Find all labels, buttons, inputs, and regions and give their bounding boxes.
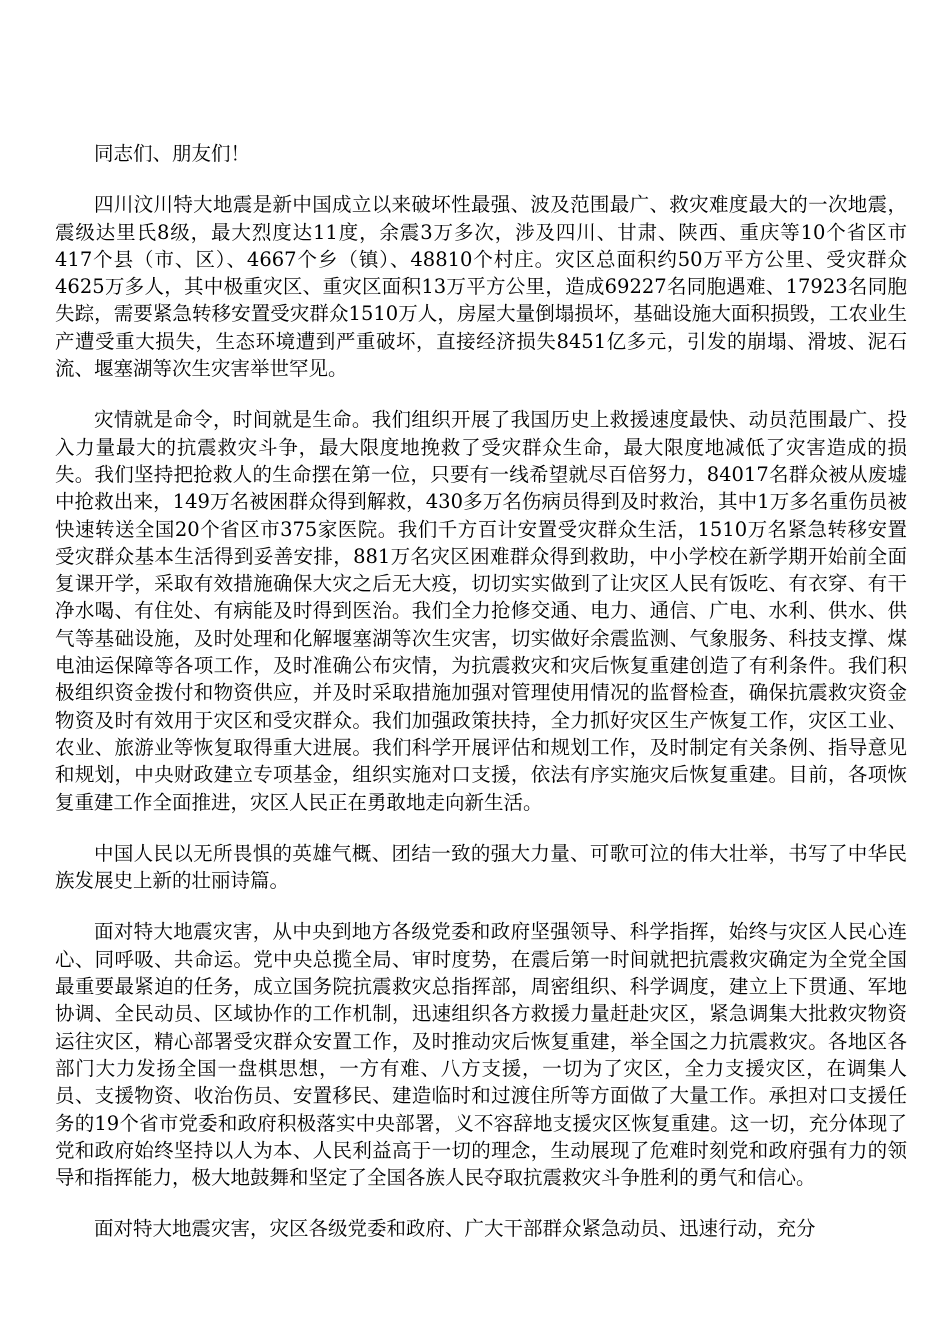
paragraph-local-mobilization: 面对特大地震灾害，灾区各级党委和政府、广大干部群众紧急动员、迅速行动，充分	[94, 1217, 816, 1241]
greeting: 同志们、朋友们！	[94, 142, 251, 165]
paragraph-heroic-spirit: 中国人民以无所畏惧的英雄气概、团结一致的强大力量、可歌可泣的伟大壮举，书写了中华民族发展史上新的壮丽诗篇。	[55, 841, 907, 893]
paragraph-party-leadership: 面对特大地震灾害，从中央到地方各级党委和政府坚强领导、科学指挥，始终与灾区人民心连心、同呼吸、共命运。党中央总揽全局、审时度势，在震后第一时间就把抗震救灾确定为全党全国最重要最紧迫的任务，成立国务院抗震救灾总指挥部，周密组织、科学调度，建立上下贯通、军地协调、全民动员、区域协作的工作机制，迅速组织各方救援力量赶赴灾区，紧急调集大批救灾物资运往灾区，精心部署受灾群众安置工作，及时推动灾后恢复重建，举全国之力抗震救灾。各地区各部门大力发扬全国一盘棋思想，一方有难、八方支援，一切为了灾区，全力支援灾区，在调集人员、支援物资、收治伤员、安置移民、建造临时和过渡住所等方面做了大量工作。承担对口支援任务的19个省市党委和政府积极落实中央部署，义不容辞地支援灾区恢复重建。这一切，充分体现了党和政府始终坚持以人为本、人民利益高于一切的理念，生动展现了危难时刻党和政府强有力的领导和指挥能力，极大地鼓舞和坚定了全国各族人民夺取抗震救灾斗争胜利的勇气和信心。	[55, 920, 907, 1190]
document-body	[55, 140, 907, 1267]
paragraph-earthquake-overview: 四川汶川特大地震是新中国成立以来破坏性最强、波及范围最广、救灾难度最大的一次地震，震级达里氏8级，最大烈度达11度，余震3万多次，涉及四川、甘肃、陕西、重庆等10个省区市417个县（市、区）、4667个乡（镇）、48810个村庄。灾区总面积约50万平方公里、受灾群众4625万多人，其中极重灾区、重灾区面积13万平方公里，造成69227名同胞遇难、17923名同胞失踪，需要紧急转移安置受灾群众1510万人，房屋大量倒塌损坏，基础设施大面积损毁，工农业生产遭受重大损失，生态环境遭到严重破坏，直接经济损失8451亿多元，引发的崩塌、滑坡、泥石流、堰塞湖等次生灾害举世罕见。	[55, 193, 907, 381]
paragraph-rescue-efforts: 灾情就是命令，时间就是生命。我们组织开展了我国历史上救援速度最快、动员范围最广、投入力量最大的抗震救灾斗争，最大限度地挽救了受灾群众生命，最大限度地减低了灾害造成的损失。我们坚持把抢救人的生命摆在第一位，只要有一线希望就尽百倍努力，84017名群众被从废墟中抢救出来，149万名被困群众得到解救，430多万名伤病员得到及时救治，其中1万多名重伤员被快速转送全国20个省区市375家医院。我们千方百计安置受灾群众生活，1510万名紧急转移安置受灾群众基本生活得到妥善安排，881万名灾区困难群众得到救助，中小学校在新学期开始前全面复课开学，采取有效措施确保大灾之后无大疫，切切实实做到了让灾区人民有饭吃、有衣穿、有干净水喝、有住处、有病能及时得到医治。我们全力抢修交通、电力、通信、广电、水利、供水、供气等基础设施，及时处理和化解堰塞湖等次生灾害，切实做好余震监测、气象服务、科技支撑、煤电油运保障等各项工作，及时准确公布灾情，为抗震救灾和灾后恢复重建创造了有利条件。我们积极组织资金拨付和物资供应，并及时采取措施加强对管理使用情况的监督检查，确保抗震救灾资金物资及时有效用于灾区和受灾群众。我们加强政策扶持，全力抓好灾区生产恢复工作，灾区工业、农业、旅游业等恢复取得重大进展。我们科学开展评估和规划工作，及时制定有关条例、指导意见和规划，中央财政建立专项基金，组织实施对口支援，依法有序实施灾后恢复重建。目前，各项恢复重建工作全面推进，灾区人民正在勇敢地走向新生活。	[55, 408, 907, 814]
